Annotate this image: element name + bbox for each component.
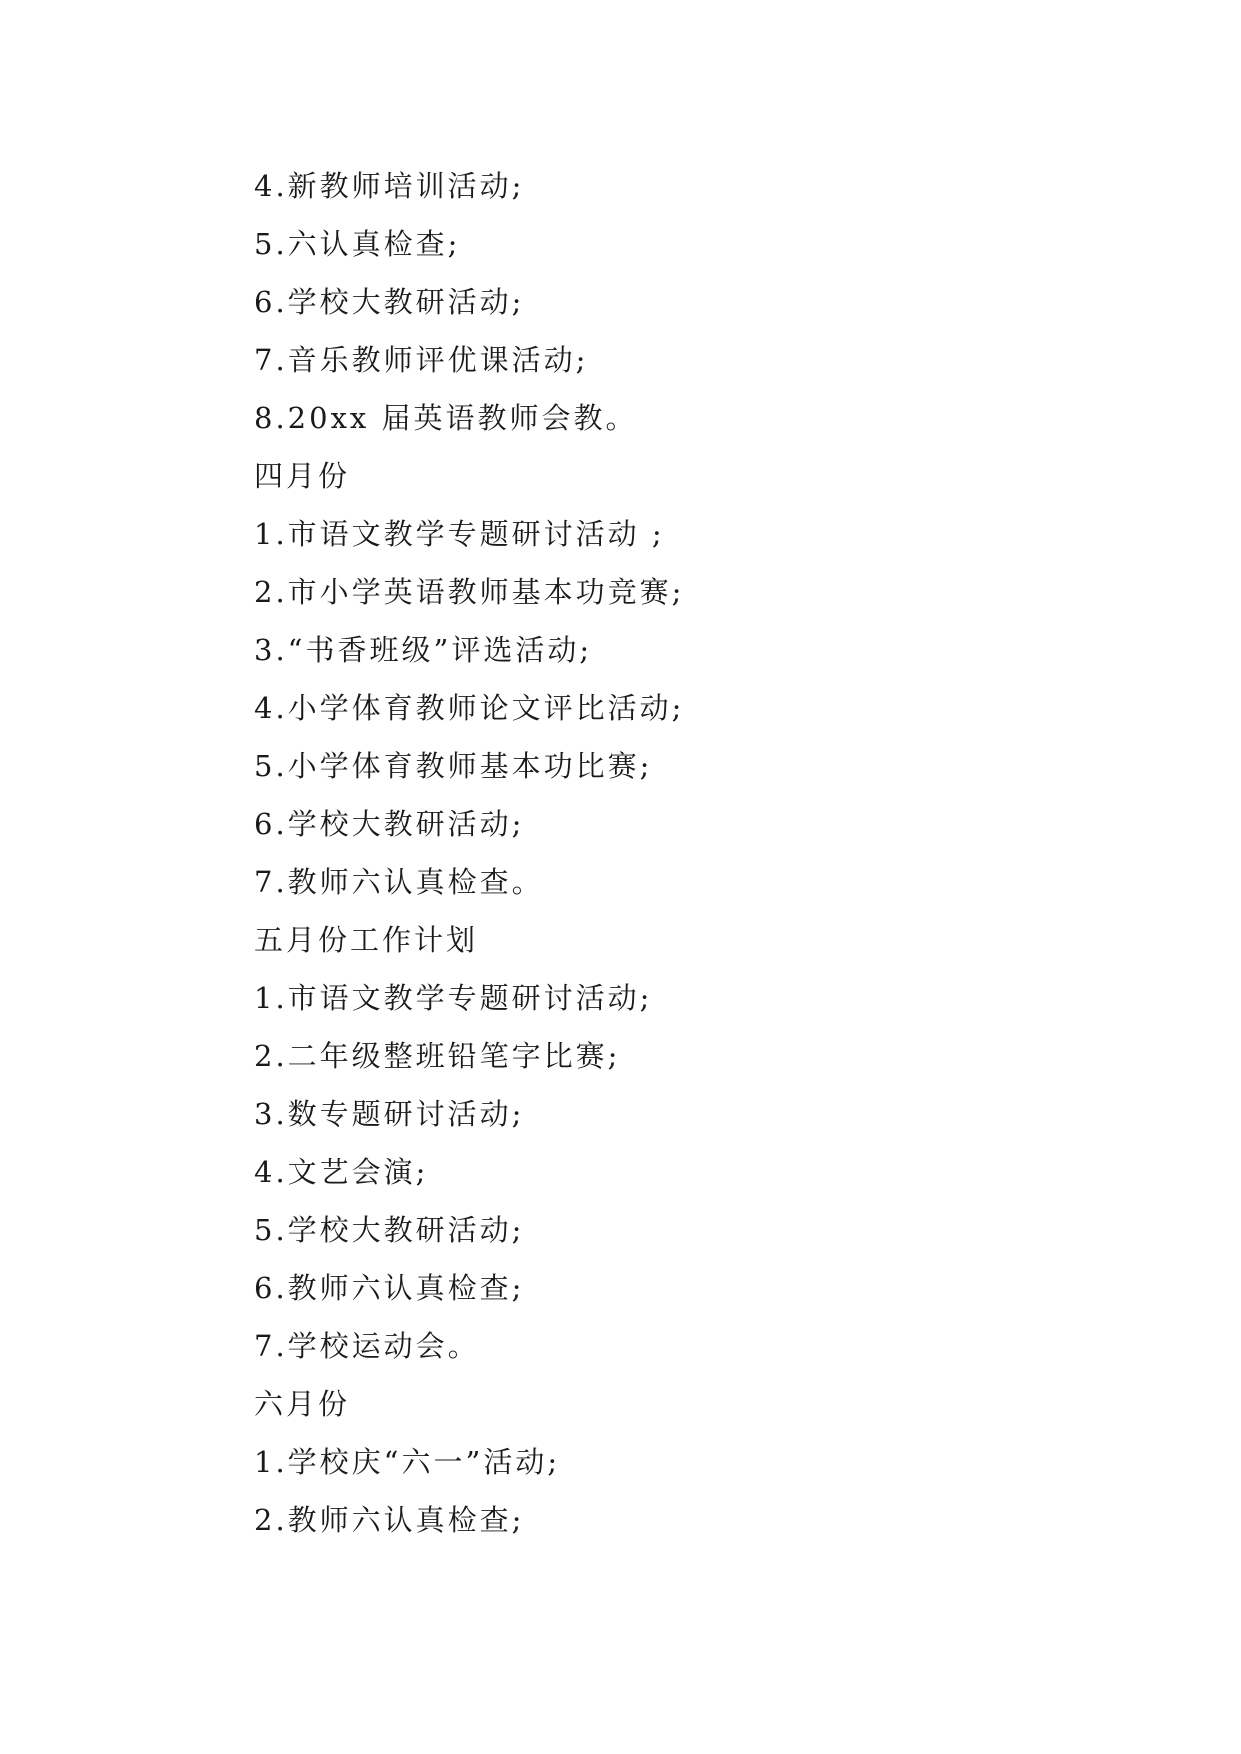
list-item: 1.市语文教学专题研讨活动; xyxy=(254,981,653,1015)
section-heading-may: 五月份工作计划 xyxy=(254,923,479,957)
list-item: 3.数专题研讨活动; xyxy=(254,1097,525,1131)
list-item: 5.小学体育教师基本功比赛; xyxy=(254,749,653,783)
list-item: 4.小学体育教师论文评比活动; xyxy=(254,691,685,725)
list-item: 1.市语文教学专题研讨活动 ; xyxy=(254,517,665,551)
list-item: 1.学校庆“六一”活动; xyxy=(254,1445,561,1479)
list-item: 2.二年级整班铅笔字比赛; xyxy=(254,1039,621,1073)
list-item: 7.音乐教师评优课活动; xyxy=(254,343,589,377)
section-heading-june: 六月份 xyxy=(254,1387,351,1421)
list-item: 4.文艺会演; xyxy=(254,1155,429,1189)
list-item: 7.学校运动会。 xyxy=(254,1329,480,1363)
list-item: 3.“书香班级”评选活动; xyxy=(254,633,593,667)
list-item: 8.20xx 届英语教师会教。 xyxy=(254,401,638,435)
list-item: 2.市小学英语教师基本功竞赛; xyxy=(254,575,685,609)
list-item: 2.教师六认真检查; xyxy=(254,1503,525,1537)
list-item: 6.学校大教研活动; xyxy=(254,285,525,319)
list-item: 6.学校大教研活动; xyxy=(254,807,525,841)
list-item: 5.六认真检查; xyxy=(254,227,461,261)
list-item: 7.教师六认真检查。 xyxy=(254,865,544,899)
list-item: 5.学校大教研活动; xyxy=(254,1213,525,1247)
section-heading-april: 四月份 xyxy=(254,459,351,493)
document-body xyxy=(254,157,684,1549)
list-item: 6.教师六认真检查; xyxy=(254,1271,525,1305)
list-item: 4.新教师培训活动; xyxy=(254,169,525,203)
